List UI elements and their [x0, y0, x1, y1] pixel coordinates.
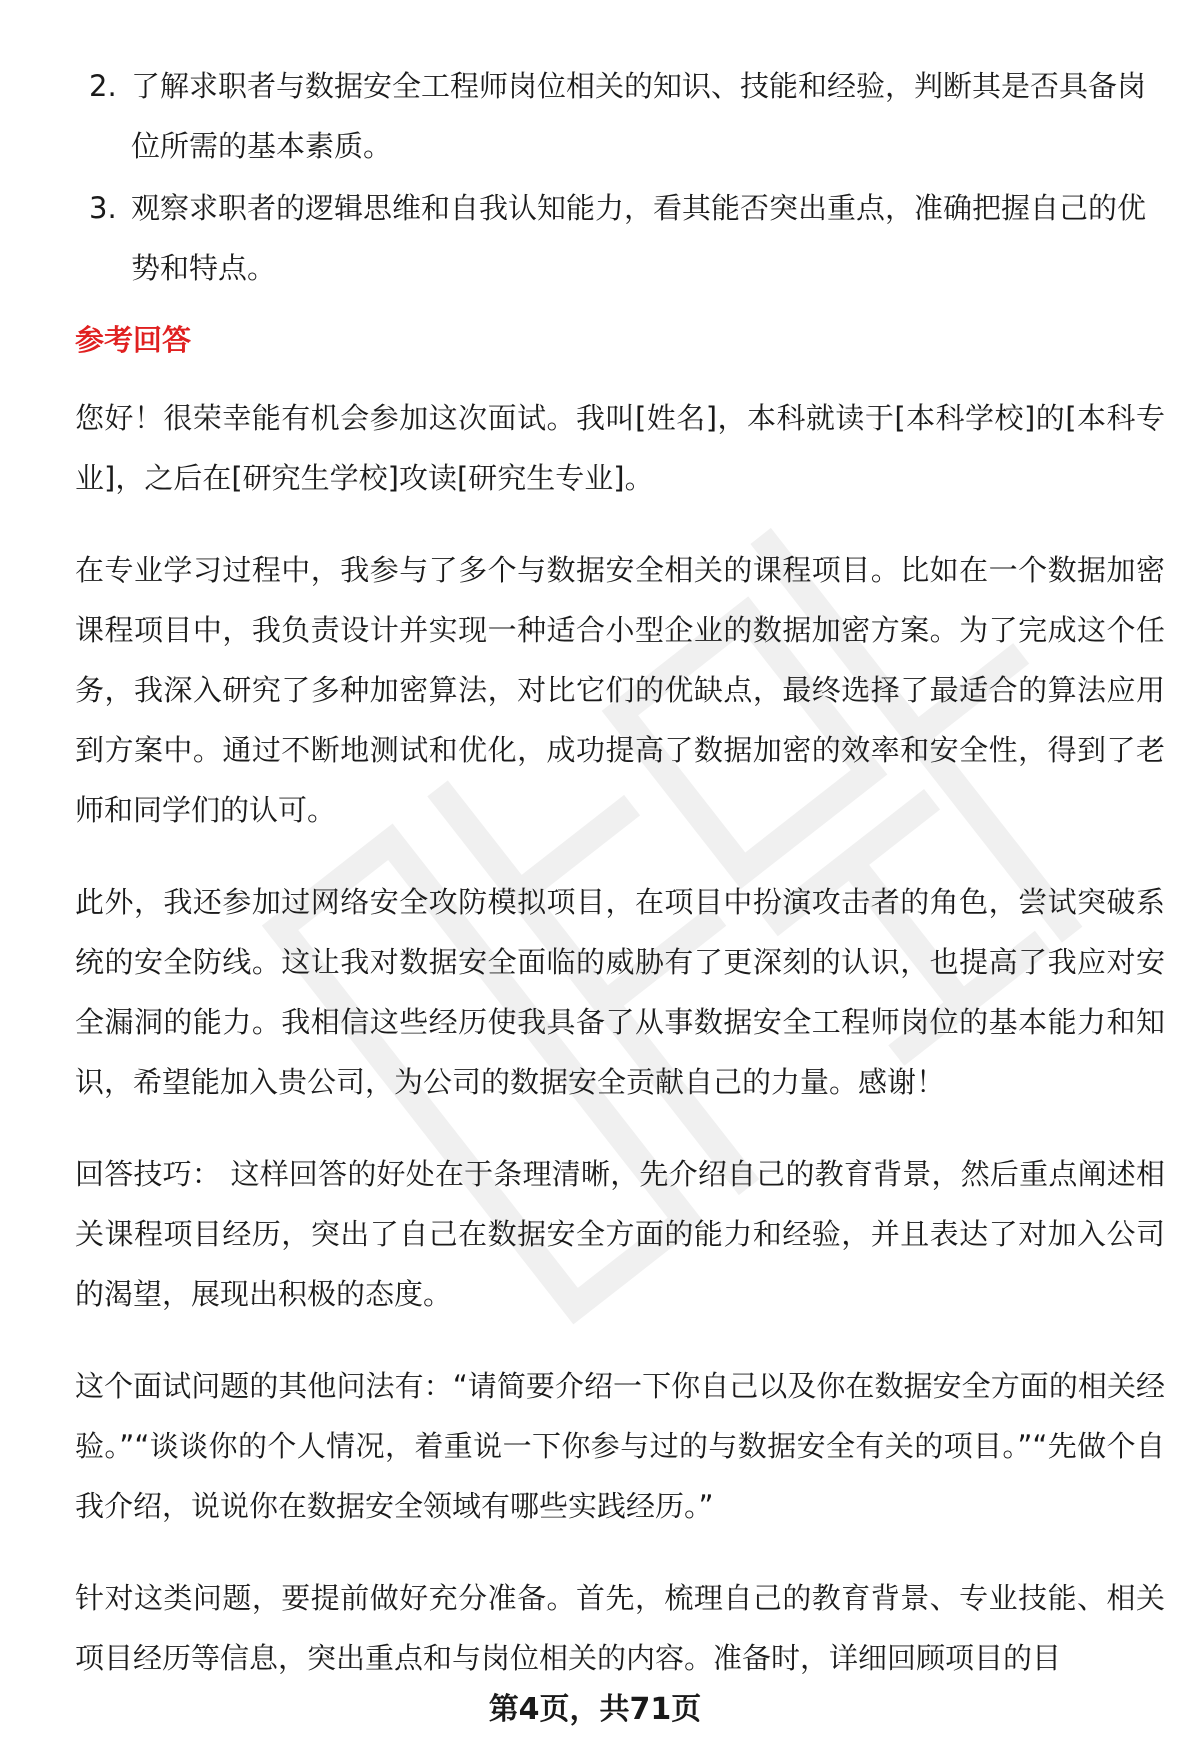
paragraph-intro: 您好！很荣幸能有机会参加这次面试。我叫[姓名]，本科就读于[本科学校]的[本科专业]，之后在[研究生学校]攻读[研究生专业]。: [75, 401, 1165, 495]
paragraph-answer-tips: 回答技巧： 这样回答的好处在于条理清晰，先介绍自己的教育背景，然后重点阐述相关课程项目经历，突出了自己在数据安全方面的能力和经验，并且表达了对加入公司的渴望，展现出积极的态度。: [75, 1157, 1165, 1311]
list-item: [75, 178, 1165, 298]
paragraph-course-project: 在专业学习过程中，我参与了多个与数据安全相关的课程项目。比如在一个数据加密课程项目中，我负责设计并实现一种适合小型企业的数据加密方案。为了完成这个任务，我深入研究了多种加密算法，对比它们的优缺点，最终选择了最适合的算法应用到方案中。通过不断地测试和优化，成功提高了数据加密的效率和安全性，得到了老师和同学们的认可。: [75, 553, 1165, 827]
list-item-text: 观察求职者的逻辑思维和自我认知能力，看其能否突出重点，准确把握自己的优势和特点。: [131, 191, 1147, 285]
numbered-list: [75, 56, 1165, 298]
list-item-text: 了解求职者与数据安全工程师岗位相关的知识、技能和经验，判断其是否具备岗位所需的基本素质。: [131, 69, 1147, 163]
paragraph-alternative-questions: 这个面试问题的其他问法有：“请简要介绍一下你自己以及你在数据安全方面的相关经验。”“谈谈你的个人情况，着重说一下你参与过的与数据安全有关的项目。”“先做个自我介绍，说说你在数据安全领域有哪些实践经历。”: [75, 1369, 1165, 1523]
list-item-number: 3.: [89, 191, 117, 225]
paragraph-security-project: 此外，我还参加过网络安全攻防模拟项目，在项目中扮演攻击者的角色，尝试突破系统的安全防线。这让我对数据安全面临的威胁有了更深刻的认识，也提高了我应对安全漏洞的能力。我相信这些经历使我具备了从事数据安全工程师岗位的基本能力和知识，希望能加入贵公司，为公司的数据安全贡献自己的力量。感谢！: [75, 885, 1165, 1099]
page-number-footer: 第4页，共71页: [488, 1692, 702, 1727]
section-heading: 参考回答: [75, 323, 192, 357]
list-item: [75, 56, 1165, 176]
list-item-number: 2.: [89, 69, 117, 103]
paragraph-preparation: 针对这类问题，要提前做好充分准备。首先，梳理自己的教育背景、专业技能、相关项目经历等信息，突出重点和与岗位相关的内容。准备时，详细回顾项目的目: [75, 1581, 1165, 1675]
document-body: [75, 56, 1165, 1720]
